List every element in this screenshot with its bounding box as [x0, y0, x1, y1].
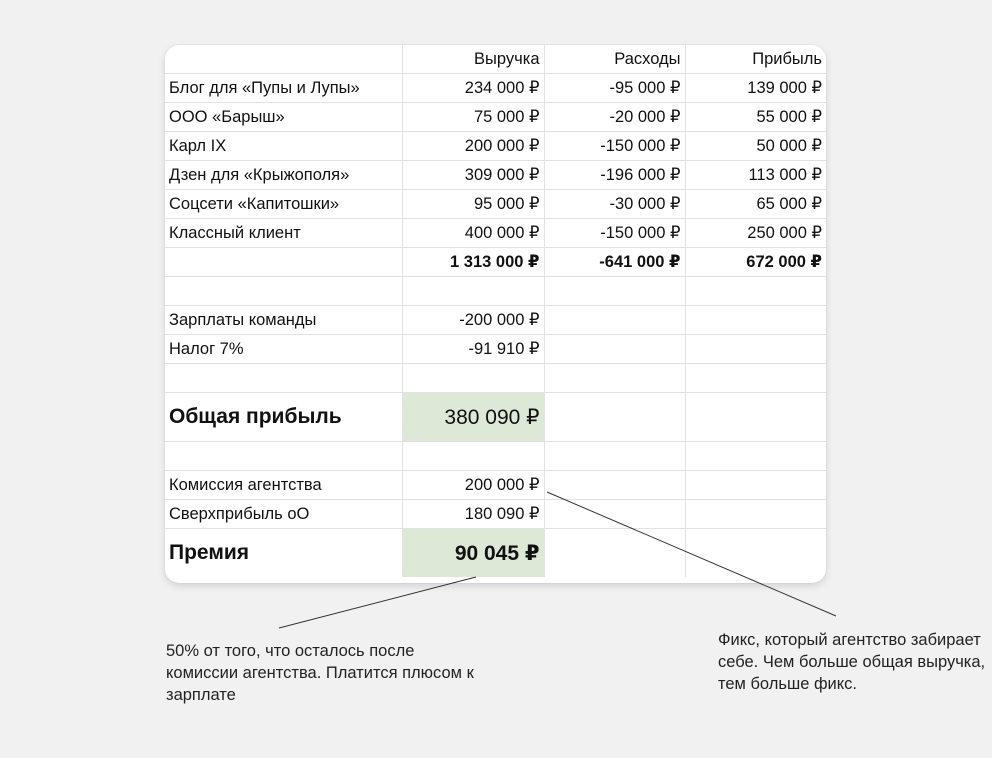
tax-label[interactable]: Налог 7%: [165, 335, 402, 364]
revenue-cell[interactable]: 400 000 ₽: [402, 219, 544, 248]
revenue-cell[interactable]: 309 000 ₽: [402, 161, 544, 190]
profit-cell[interactable]: 250 000 ₽: [685, 219, 826, 248]
salaries-value[interactable]: -200 000 ₽: [402, 306, 544, 335]
total-profit-value[interactable]: 380 090 ₽: [402, 393, 544, 442]
bonus-note: 50% от того, что осталось после комиссии агентства. Платится плюсом к зарплате: [166, 642, 474, 704]
revenue-cell[interactable]: 75 000 ₽: [402, 103, 544, 132]
header-expenses[interactable]: Расходы: [544, 45, 685, 74]
client-name[interactable]: Соцсети «Капитошки»: [165, 190, 402, 219]
client-name[interactable]: Блог для «Пупы и Лупы»: [165, 74, 402, 103]
client-name[interactable]: Классный клиент: [165, 219, 402, 248]
excess-profit-label[interactable]: Сверхприбыль оО: [165, 500, 402, 529]
total-profit-label[interactable]: Общая прибыль: [165, 393, 402, 442]
bonus-value[interactable]: 90 045 ₽: [402, 529, 544, 578]
client-name[interactable]: Карл IX: [165, 132, 402, 161]
total-profit[interactable]: 672 000 ₽: [685, 248, 826, 277]
total-expenses[interactable]: -641 000 ₽: [544, 248, 685, 277]
revenue-cell[interactable]: 200 000 ₽: [402, 132, 544, 161]
header-revenue[interactable]: Выручка: [402, 45, 544, 74]
expenses-cell[interactable]: -30 000 ₽: [544, 190, 685, 219]
commission-annotation-line: [547, 492, 836, 616]
expenses-cell[interactable]: -150 000 ₽: [544, 132, 685, 161]
expenses-cell[interactable]: -150 000 ₽: [544, 219, 685, 248]
profit-cell[interactable]: 113 000 ₽: [685, 161, 826, 190]
bonus-label[interactable]: Премия: [165, 529, 402, 578]
excess-profit-value[interactable]: 180 090 ₽: [402, 500, 544, 529]
expenses-cell[interactable]: -196 000 ₽: [544, 161, 685, 190]
revenue-cell[interactable]: 234 000 ₽: [402, 74, 544, 103]
commission-value[interactable]: 200 000 ₽: [402, 471, 544, 500]
expenses-cell[interactable]: -95 000 ₽: [544, 74, 685, 103]
expenses-cell[interactable]: -20 000 ₽: [544, 103, 685, 132]
profit-cell[interactable]: 50 000 ₽: [685, 132, 826, 161]
client-name[interactable]: ООО «Барыш»: [165, 103, 402, 132]
commission-label[interactable]: Комиссия агентства: [165, 471, 402, 500]
salaries-label[interactable]: Зарплаты команды: [165, 306, 402, 335]
profit-cell[interactable]: 55 000 ₽: [685, 103, 826, 132]
bonus-annotation-line: [279, 577, 476, 628]
total-revenue[interactable]: 1 313 000 ₽: [402, 248, 544, 277]
commission-note: Фикс, который агентство забирает себе. Чем больше общая выручка, тем больше фикс.: [718, 631, 986, 693]
client-name[interactable]: Дзен для «Крыжополя»: [165, 161, 402, 190]
header-profit[interactable]: Прибыль: [685, 45, 826, 74]
revenue-cell[interactable]: 95 000 ₽: [402, 190, 544, 219]
tax-value[interactable]: -91 910 ₽: [402, 335, 544, 364]
profit-cell[interactable]: 65 000 ₽: [685, 190, 826, 219]
profit-cell[interactable]: 139 000 ₽: [685, 74, 826, 103]
